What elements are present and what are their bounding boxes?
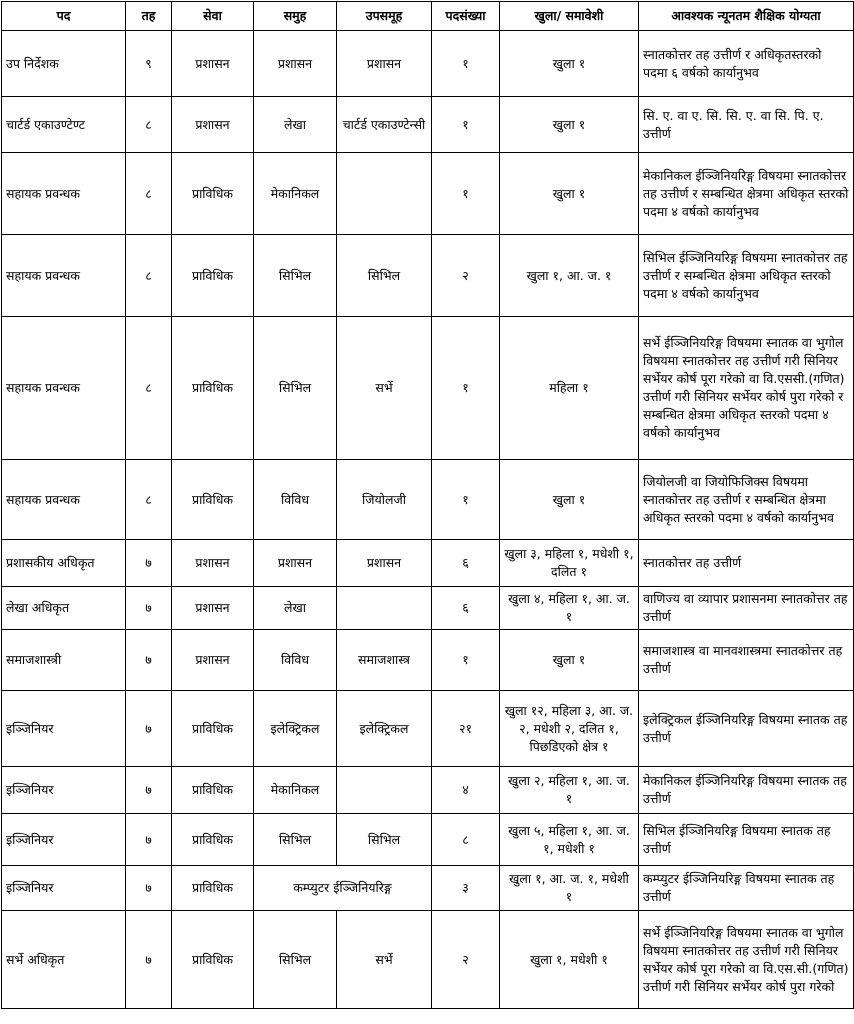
cell-level: ८: [126, 153, 172, 235]
cell-group: सिभिल: [254, 911, 337, 1009]
table-row: [2, 814, 854, 866]
cell-group: सिभिल: [254, 814, 337, 866]
cell-service: प्रशासन: [172, 540, 254, 587]
cell-requirement: सर्भे ईञ्जिनियरिङ्ग विषयमा स्नातक वा भुगोल विषयमा स्नातकोत्तर तह उत्तीर्ण गरी सिनियर सर्भेयर कोर्ष पूरा गरेको वा वि.एस.सी.(गणित) उत्तीर्ण गरी सिनियर सर्भेयर कोर्ष पुरा गरेको: [639, 911, 854, 1009]
cell-level: ९: [126, 31, 172, 97]
cell-requirement: मेकानिकल ईञ्जिनियरिङ्ग विषयमा स्नातक तह उत्तीर्ण: [639, 767, 854, 814]
table-row: [2, 587, 854, 630]
cell-count: ६: [432, 540, 500, 587]
cell-level: ७: [126, 587, 172, 630]
cell-post: इञ्जिनियर: [2, 767, 126, 814]
cell-service: प्राविधिक: [172, 235, 254, 317]
cell-level: ७: [126, 540, 172, 587]
cell-quota: खुला १: [500, 460, 639, 540]
cell-group: प्रशासन: [254, 540, 337, 587]
cell-service: प्राविधिक: [172, 866, 254, 911]
cell-quota: खुला १: [500, 153, 639, 235]
cell-count: १: [432, 317, 500, 460]
cell-group: लेखा: [254, 587, 337, 630]
cell-subgroup: सर्भे: [337, 317, 432, 460]
cell-quota: खुला १: [500, 97, 639, 153]
cell-post: प्रशासकीय अधिकृत: [2, 540, 126, 587]
cell-level: ७: [126, 814, 172, 866]
cell-count: १: [432, 153, 500, 235]
cell-subgroup: [337, 587, 432, 630]
cell-post: सहायक प्रवन्धक: [2, 460, 126, 540]
table-row: [2, 767, 854, 814]
cell-requirement: सिभिल ईञ्जिनियरिङ्ग विषयमा स्नातक तह उत्तीर्ण: [639, 814, 854, 866]
cell-service: प्रशासन: [172, 630, 254, 691]
cell-level: ७: [126, 691, 172, 767]
cell-requirement: कम्प्युटर ईञ्जिनियरिङ्ग विषयमा स्नातक तह उत्तीर्ण: [639, 866, 854, 911]
cell-count: २: [432, 235, 500, 317]
cell-service: प्राविधिक: [172, 814, 254, 866]
cell-subgroup: जियोलजी: [337, 460, 432, 540]
cell-count: ४: [432, 767, 500, 814]
header-subgroup: उपसमूह: [337, 2, 432, 31]
cell-group: विविध: [254, 460, 337, 540]
cell-service: प्राविधिक: [172, 317, 254, 460]
cell-subgroup: [337, 767, 432, 814]
cell-requirement: सिभिल ईञ्जिनियरिङ्ग विषयमा स्नातकोत्तर तह उत्तीर्ण र सम्बन्धित क्षेत्रमा अधिकृत स्तरको पदमा ४ वर्षको कार्यानुभव: [639, 235, 854, 317]
cell-group: विविध: [254, 630, 337, 691]
cell-service: प्राविधिक: [172, 767, 254, 814]
cell-service: प्राविधिक: [172, 691, 254, 767]
cell-group: लेखा: [254, 97, 337, 153]
cell-count: ६: [432, 587, 500, 630]
table-row: [2, 97, 854, 153]
table-row: [2, 866, 854, 911]
cell-post: सहायक प्रवन्धक: [2, 153, 126, 235]
cell-post: सहायक प्रवन्धक: [2, 235, 126, 317]
cell-requirement: सि. ए. वा ए. सि. सि. ए. वा सि. पि. ए. उत्तीर्ण: [639, 97, 854, 153]
cell-group: मेकानिकल: [254, 153, 337, 235]
cell-level: ७: [126, 911, 172, 1009]
header-level: तह: [126, 2, 172, 31]
cell-post: सहायक प्रवन्धक: [2, 317, 126, 460]
cell-quota: खुला ३, महिला १, मधेशी १, दलित १: [500, 540, 639, 587]
cell-quota: खुला ५, महिला १, आ. ज. १, मधेशी १: [500, 814, 639, 866]
header-group: समुह: [254, 2, 337, 31]
cell-post: इञ्जिनियर: [2, 814, 126, 866]
cell-post: लेखा अधिकृत: [2, 587, 126, 630]
table-row: [2, 153, 854, 235]
cell-level: ७: [126, 866, 172, 911]
cell-quota: खुला १, आ. ज. १, मधेशी १: [500, 866, 639, 911]
cell-subgroup: सिभिल: [337, 235, 432, 317]
header-count: पदसंख्या: [432, 2, 500, 31]
cell-post: इञ्जिनियर: [2, 691, 126, 767]
cell-post: चार्टर्ड एकाउण्टेण्ट: [2, 97, 126, 153]
cell-requirement: सर्भे ईञ्जिनियरिङ्ग विषयमा स्नातक वा भुगोल विषयमा स्नातकोत्तर तह उत्तीर्ण गरी सिनियर सर्भेयर कोर्ष पूरा गरेको वा वि.एससी.(गणित) उत्तीर्ण गरी सिनियर सर्भेयर कोर्ष पुरा गरेको र सम्बन्धित क्षेत्रमा अधिकृत स्तरको पदमा ४ वर्षको कार्यानुभव: [639, 317, 854, 460]
cell-requirement: मेकानिकल ईञ्जिनियरिङ्ग विषयमा स्नातकोत्तर तह उत्तीर्ण र सम्बन्धित क्षेत्रमा अधिकृत स्तरको पदमा ४ वर्षको कार्यानुभव: [639, 153, 854, 235]
cell-count: २: [432, 911, 500, 1009]
cell-group: प्रशासन: [254, 31, 337, 97]
cell-subgroup: चार्टर्ड एकाउण्टेन्सी: [337, 97, 432, 153]
cell-group: सिभिल: [254, 317, 337, 460]
cell-requirement: इलेक्ट्रिकल ईञ्जिनियरिङ्ग विषयमा स्नातक तह उत्तीर्ण: [639, 691, 854, 767]
cell-level: ८: [126, 317, 172, 460]
cell-post: इञ्जिनियर: [2, 866, 126, 911]
header-service: सेवा: [172, 2, 254, 31]
cell-service: प्रशासन: [172, 31, 254, 97]
header-quota: खुला/ समावेशी: [500, 2, 639, 31]
table-row: [2, 691, 854, 767]
cell-service: प्राविधिक: [172, 460, 254, 540]
cell-subgroup: सिभिल: [337, 814, 432, 866]
cell-level: ७: [126, 630, 172, 691]
cell-level: ८: [126, 235, 172, 317]
cell-quota: खुला १२, महिला ३, आ. ज. २, मधेशी २, दलित १, पिछडिएको क्षेत्र १: [500, 691, 639, 767]
cell-post: सर्भे अधिकृत: [2, 911, 126, 1009]
cell-subgroup: [337, 153, 432, 235]
cell-subgroup: प्रशासन: [337, 31, 432, 97]
table-row: [2, 460, 854, 540]
table-row: [2, 540, 854, 587]
header-row: [2, 2, 854, 31]
cell-subgroup: समाजशास्त्र: [337, 630, 432, 691]
cell-count: १: [432, 460, 500, 540]
cell-count: ८: [432, 814, 500, 866]
cell-quota: खुला १, आ. ज. १: [500, 235, 639, 317]
cell-count: १: [432, 31, 500, 97]
header-requirement: आवश्यक न्यूनतम शैक्षिक योग्यता: [639, 2, 854, 31]
cell-subgroup: प्रशासन: [337, 540, 432, 587]
cell-requirement: वाणिज्य वा व्यापार प्रशासनमा स्नातकोत्तर तह उत्तीर्ण: [639, 587, 854, 630]
cell-quota: खुला २, महिला १, आ. ज. १: [500, 767, 639, 814]
cell-service: प्राविधिक: [172, 911, 254, 1009]
cell-service: प्रशासन: [172, 587, 254, 630]
cell-count: ३: [432, 866, 500, 911]
cell-requirement: जियोलजी वा जियोफिजिक्स विषयमा स्नातकोत्तर तह उत्तीर्ण र सम्बन्धित क्षेत्रमा अधिकृत स्तरको पदमा ४ वर्षको कार्यानुभव: [639, 460, 854, 540]
cell-group: सिभिल: [254, 235, 337, 317]
cell-quota: महिला १: [500, 317, 639, 460]
cell-quota: खुला १, मधेशी १: [500, 911, 639, 1009]
cell-group: इलेक्ट्रिकल: [254, 691, 337, 767]
cell-requirement: स्नातकोत्तर तह उत्तीर्ण: [639, 540, 854, 587]
cell-count: १: [432, 97, 500, 153]
vacancy-table: [1, 1, 854, 1009]
cell-level: ८: [126, 97, 172, 153]
cell-requirement: स्नातकोत्तर तह उत्तीर्ण र अधिकृतस्तरको पदमा ६ वर्षको कार्यानुभव: [639, 31, 854, 97]
cell-quota: खुला ४, महिला १, आ. ज. १: [500, 587, 639, 630]
cell-quota: खुला १: [500, 31, 639, 97]
cell-level: ८: [126, 460, 172, 540]
cell-quota: खुला १: [500, 630, 639, 691]
table-row: [2, 630, 854, 691]
cell-subgroup: सर्भे: [337, 911, 432, 1009]
cell-subgroup: इलेक्ट्रिकल: [337, 691, 432, 767]
cell-service: प्रशासन: [172, 97, 254, 153]
table-row: [2, 235, 854, 317]
cell-post: समाजशास्त्री: [2, 630, 126, 691]
cell-count: २१: [432, 691, 500, 767]
cell-group: मेकानिकल: [254, 767, 337, 814]
table-row: [2, 31, 854, 97]
cell-service: प्राविधिक: [172, 153, 254, 235]
header-post: पद: [2, 2, 126, 31]
cell-requirement: समाजशास्त्र वा मानवशास्त्रमा स्नातकोत्तर तह उत्तीर्ण: [639, 630, 854, 691]
cell-group-merged: कम्प्युटर ईञ्जिनियरिङ्ग: [254, 866, 432, 911]
table-row: [2, 911, 854, 1009]
cell-level: ७: [126, 767, 172, 814]
table-row: [2, 317, 854, 460]
cell-post: उप निर्देशक: [2, 31, 126, 97]
cell-count: १: [432, 630, 500, 691]
